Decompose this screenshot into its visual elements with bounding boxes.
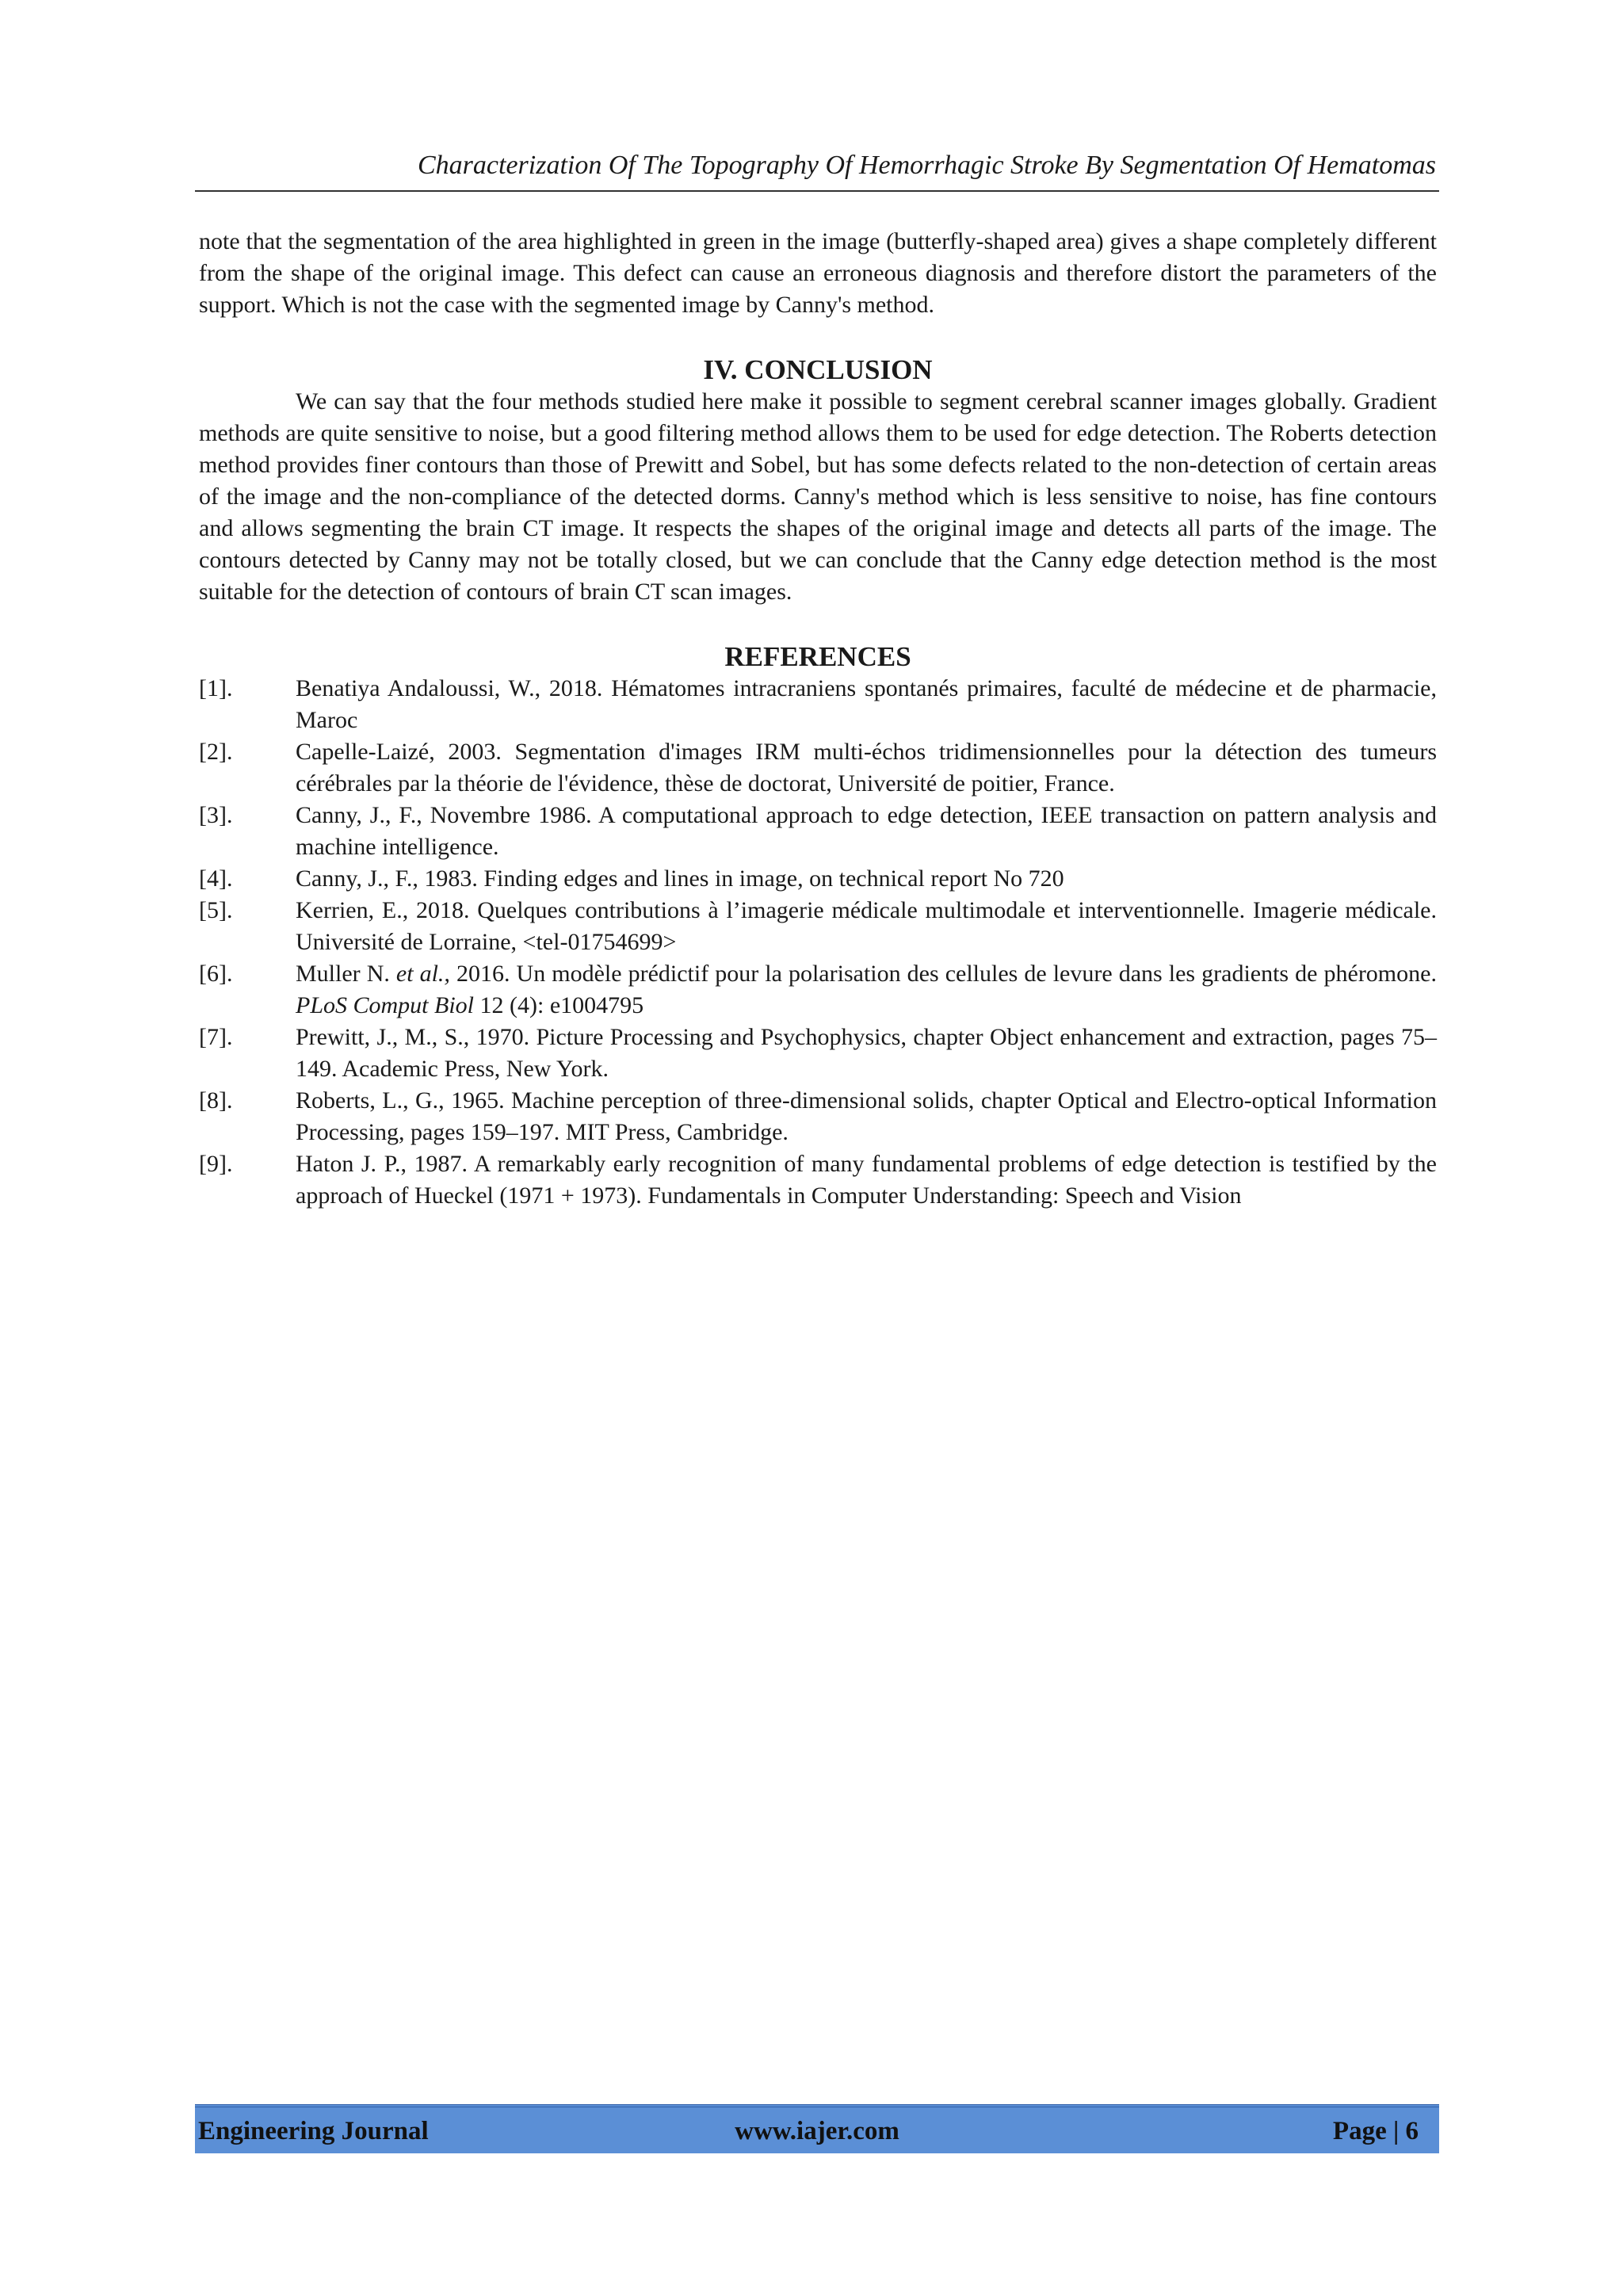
reference-list: [199, 673, 1437, 1212]
reference-item: [199, 736, 1437, 800]
reference-italic-etal: et al.,: [395, 961, 450, 987]
reference-text: [296, 958, 1437, 1022]
reference-item: [199, 895, 1437, 958]
footer-website: www.iajer.com: [735, 2117, 899, 2145]
reference-text: Haton J. P., 1987. A remarkably early recognition of many fundamental problems of edge detection is testified by the approach of Hueckel (1971 + 1973). Fundamentals in Computer Understanding: Speech and Vision: [296, 1151, 1437, 1209]
reference-number: [6].: [199, 961, 233, 987]
reference-text: Capelle-Laizé, 2003. Segmentation d'images IRM multi-échos tridimensionnelles pour la détection des tumeurs cérébrales par la théorie de l'évidence, thèse de doctorat, Université de poitier, France.: [296, 739, 1437, 797]
reference-item: [199, 1148, 1437, 1212]
reference-number: [2].: [199, 739, 233, 765]
reference-text-part: 12 (4): e1004795: [474, 992, 644, 1018]
reference-item: [199, 673, 1437, 736]
page-body: [199, 226, 1437, 1212]
reference-text: Kerrien, E., 2018. Quelques contributions à l’imagerie médicale multimodale et interventionnelle. Imagerie médicale. Université de Lorraine, <tel-01754699>: [296, 897, 1437, 955]
reference-text: Prewitt, J., M., S., 1970. Picture Processing and Psychophysics, chapter Object enhancement and extraction, pages 75–149. Academic Press, New York.: [296, 1024, 1437, 1082]
reference-text-part: 2016. Un modèle prédictif pour la polarisation des cellules de levure dans les gradients de phéromone.: [449, 961, 1437, 987]
reference-number: [9].: [199, 1151, 233, 1177]
reference-number: [8].: [199, 1087, 233, 1114]
reference-item: [199, 958, 1437, 1022]
reference-number: [3].: [199, 802, 233, 828]
running-header: Characterization Of The Topography Of Hemorrhagic Stroke By Segmentation Of Hematomas: [418, 151, 1436, 180]
intro-paragraph: note that the segmentation of the area highlighted in green in the image (butterfly-shaped area) gives a shape completely different from the shape of the original image. This defect can cause an erroneous diagnosis and therefore distort the parameters of the support. Which is not the case with the segmented image by Canny's method.: [199, 228, 1437, 318]
footer-bar: [195, 2104, 1439, 2153]
footer-page-number: Page | 6: [1332, 2117, 1419, 2145]
conclusion-heading: IV. CONCLUSION: [703, 354, 933, 385]
reference-number: [7].: [199, 1024, 233, 1050]
reference-text: Roberts, L., G., 1965. Machine perception of three-dimensional solids, chapter Optical and Electro-optical Information Processing, pages 159–197. MIT Press, Cambridge.: [296, 1087, 1437, 1145]
reference-number: [5].: [199, 897, 233, 923]
reference-item: [199, 863, 1437, 895]
reference-number: [4].: [199, 865, 233, 892]
reference-item: [199, 1022, 1437, 1085]
reference-item: [199, 1085, 1437, 1148]
references-heading: REFERENCES: [724, 641, 911, 672]
conclusion-paragraph: We can say that the four methods studied here make it possible to segment cerebral scanner images globally. Gradient methods are quite sensitive to noise, but a good filtering method allows them to be used for edge detection. The Roberts detection method provides finer contours than those of Prewitt and Sobel, but has some defects related to the non-detection of certain areas of the image and the non-compliance of the detected dorms. Canny's method which is less sensitive to noise, has fine contours and allows segmenting the brain CT image. It respects the shapes of the original image and detects all parts of the image. The contours detected by Canny may not be totally closed, but we can conclude that the Canny edge detection method is the most suitable for the detection of contours of brain CT scan images.: [199, 388, 1437, 605]
header-rule: [195, 190, 1439, 192]
reference-text: Benatiya Andaloussi, W., 2018. Hématomes intracraniens spontanés primaires, faculté de médecine et de pharmacie, Maroc: [296, 675, 1437, 733]
reference-number: [1].: [199, 675, 233, 701]
reference-text: Canny, J., F., Novembre 1986. A computational approach to edge detection, IEEE transaction on pattern analysis and machine intelligence.: [296, 802, 1437, 860]
reference-italic-journal: PLoS Comput Biol: [296, 992, 475, 1018]
reference-text: Canny, J., F., 1983. Finding edges and lines in image, on technical report No 720: [296, 865, 1064, 892]
footer-journal-name: Engineering Journal: [198, 2117, 429, 2145]
reference-text-part: Muller N.: [296, 961, 396, 987]
reference-item: [199, 800, 1437, 863]
